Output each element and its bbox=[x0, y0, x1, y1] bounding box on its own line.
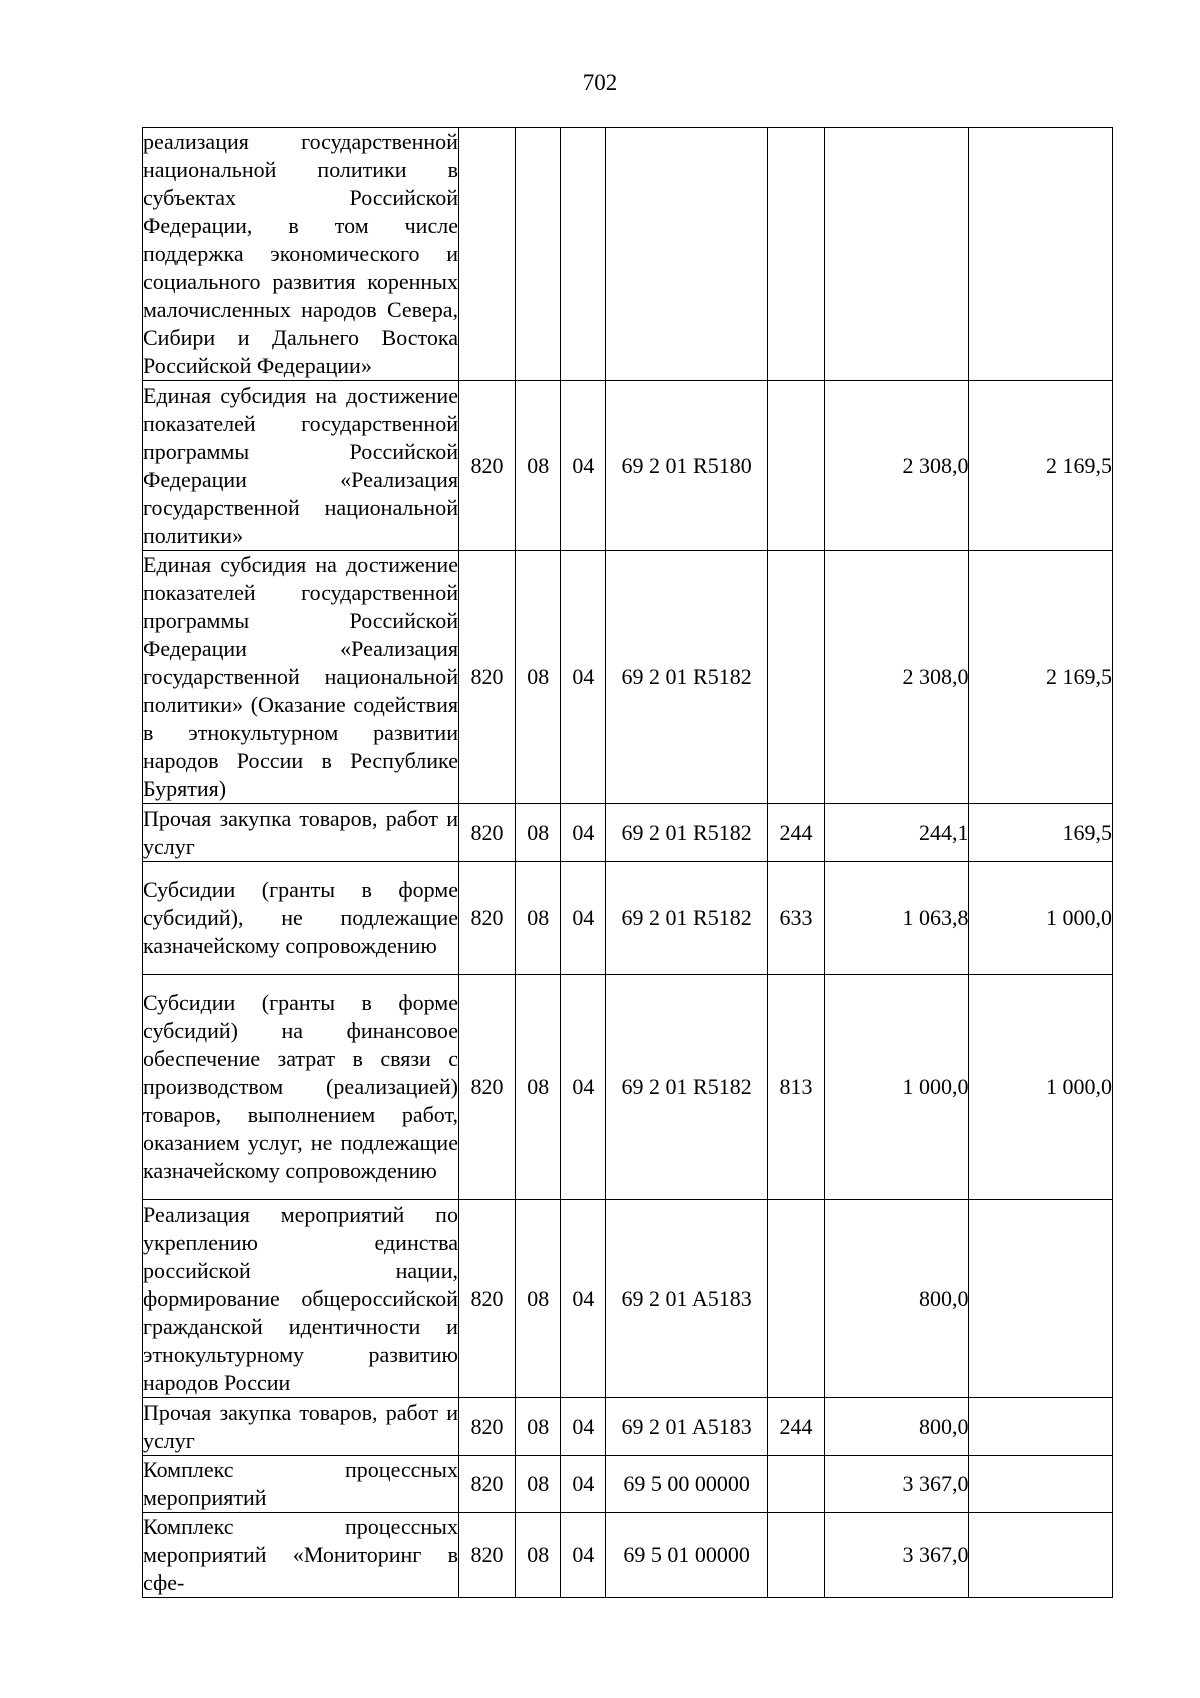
table-row bbox=[143, 1513, 1113, 1598]
amount-first: 3 367,0 bbox=[825, 1456, 969, 1513]
amount-first: 244,1 bbox=[825, 804, 969, 862]
amount-second bbox=[969, 1456, 1113, 1513]
amount-first: 1 063,8 bbox=[825, 862, 969, 975]
expense-type-code bbox=[767, 1456, 824, 1513]
section-code: 08 bbox=[516, 381, 561, 551]
expense-type-code: 244 bbox=[767, 1398, 824, 1456]
amount-first: 1 000,0 bbox=[825, 975, 969, 1200]
subsection-code: 04 bbox=[561, 975, 606, 1200]
ministry-code: 820 bbox=[458, 551, 515, 804]
amount-first: 800,0 bbox=[825, 1398, 969, 1456]
target-article-code: 69 2 01 R5182 bbox=[606, 862, 767, 975]
page-number: 702 bbox=[582, 70, 618, 95]
target-article-code bbox=[606, 128, 767, 381]
ministry-code: 820 bbox=[458, 1398, 515, 1456]
expense-type-code: 633 bbox=[767, 862, 824, 975]
table-row bbox=[143, 1200, 1113, 1398]
amount-second: 1 000,0 bbox=[969, 975, 1113, 1200]
row-description: Прочая закупка товаров, работ и услуг bbox=[143, 804, 459, 862]
section-code: 08 bbox=[516, 1456, 561, 1513]
amount-second: 169,5 bbox=[969, 804, 1113, 862]
row-description: Единая субсидия на достижение показателей государственной программы Российской Федерации «Реализация государственной национальной политики» (Оказание содействия в этнокультурном развитии народов России в Республике Бурятия) bbox=[143, 551, 459, 804]
expense-type-code bbox=[767, 128, 824, 381]
ministry-code: 820 bbox=[458, 1456, 515, 1513]
target-article-code: 69 2 01 A5183 bbox=[606, 1200, 767, 1398]
amount-first: 3 367,0 bbox=[825, 1513, 969, 1598]
table-row bbox=[143, 1456, 1113, 1513]
row-description: Единая субсидия на достижение показателей государственной программы Российской Федерации «Реализация государственной национальной политики» bbox=[143, 381, 459, 551]
row-description: Комплекс процессных мероприятий «Мониторинг в сфе- bbox=[143, 1513, 459, 1598]
ministry-code: 820 bbox=[458, 975, 515, 1200]
target-article-code: 69 2 01 R5182 bbox=[606, 975, 767, 1200]
table-row bbox=[143, 381, 1113, 551]
target-article-code: 69 2 01 A5183 bbox=[606, 1398, 767, 1456]
amount-first: 2 308,0 bbox=[825, 551, 969, 804]
subsection-code: 04 bbox=[561, 381, 606, 551]
subsection-code: 04 bbox=[561, 1200, 606, 1398]
table-row bbox=[143, 128, 1113, 381]
target-article-code: 69 2 01 R5180 bbox=[606, 381, 767, 551]
amount-second: 1 000,0 bbox=[969, 862, 1113, 975]
subsection-code: 04 bbox=[561, 862, 606, 975]
amount-first bbox=[825, 128, 969, 381]
row-description: Субсидии (гранты в форме субсидий), не подлежащие казначейскому сопровождению bbox=[143, 862, 459, 975]
ministry-code bbox=[458, 128, 515, 381]
row-description: Субсидии (гранты в форме субсидий) на финансовое обеспечение затрат в связи с производством (реализацией) товаров, выполнением работ, оказанием услуг, не подлежащие казначейскому сопровождению bbox=[143, 975, 459, 1200]
row-description: реализация государственной национальной политики в субъектах Российской Федерации, в том числе поддержка экономического и социального развития коренных малочисленных народов Севера, Сибири и Дальнего Востока Российской Федерации» bbox=[143, 128, 459, 381]
ministry-code: 820 bbox=[458, 804, 515, 862]
expense-type-code bbox=[767, 551, 824, 804]
section-code: 08 bbox=[516, 975, 561, 1200]
expense-type-code bbox=[767, 381, 824, 551]
table-row bbox=[143, 975, 1113, 1200]
ministry-code: 820 bbox=[458, 381, 515, 551]
subsection-code bbox=[561, 128, 606, 381]
section-code: 08 bbox=[516, 862, 561, 975]
target-article-code: 69 2 01 R5182 bbox=[606, 804, 767, 862]
row-description: Реализация мероприятий по укреплению единства российской нации, формирование общероссийской гражданской идентичности и этнокультурному развитию народов России bbox=[143, 1200, 459, 1398]
section-code: 08 bbox=[516, 1398, 561, 1456]
section-code: 08 bbox=[516, 804, 561, 862]
table-row bbox=[143, 862, 1113, 975]
ministry-code: 820 bbox=[458, 1200, 515, 1398]
expense-type-code bbox=[767, 1200, 824, 1398]
subsection-code: 04 bbox=[561, 1513, 606, 1598]
amount-first: 2 308,0 bbox=[825, 381, 969, 551]
subsection-code: 04 bbox=[561, 1398, 606, 1456]
row-description: Прочая закупка товаров, работ и услуг bbox=[143, 1398, 459, 1456]
section-code: 08 bbox=[516, 1200, 561, 1398]
section-code: 08 bbox=[516, 551, 561, 804]
target-article-code: 69 2 01 R5182 bbox=[606, 551, 767, 804]
budget-table bbox=[142, 127, 1113, 1598]
target-article-code: 69 5 00 00000 bbox=[606, 1456, 767, 1513]
table-row bbox=[143, 551, 1113, 804]
amount-second: 2 169,5 bbox=[969, 551, 1113, 804]
expense-type-code: 244 bbox=[767, 804, 824, 862]
amount-second bbox=[969, 1200, 1113, 1398]
amount-second bbox=[969, 1513, 1113, 1598]
target-article-code: 69 5 01 00000 bbox=[606, 1513, 767, 1598]
section-code bbox=[516, 128, 561, 381]
row-description: Комплекс процессных мероприятий bbox=[143, 1456, 459, 1513]
ministry-code: 820 bbox=[458, 862, 515, 975]
subsection-code: 04 bbox=[561, 1456, 606, 1513]
amount-first: 800,0 bbox=[825, 1200, 969, 1398]
expense-type-code: 813 bbox=[767, 975, 824, 1200]
amount-second bbox=[969, 128, 1113, 381]
table-row bbox=[143, 804, 1113, 862]
expense-type-code bbox=[767, 1513, 824, 1598]
amount-second: 2 169,5 bbox=[969, 381, 1113, 551]
subsection-code: 04 bbox=[561, 804, 606, 862]
amount-second bbox=[969, 1398, 1113, 1456]
subsection-code: 04 bbox=[561, 551, 606, 804]
section-code: 08 bbox=[516, 1513, 561, 1598]
table-row bbox=[143, 1398, 1113, 1456]
ministry-code: 820 bbox=[458, 1513, 515, 1598]
